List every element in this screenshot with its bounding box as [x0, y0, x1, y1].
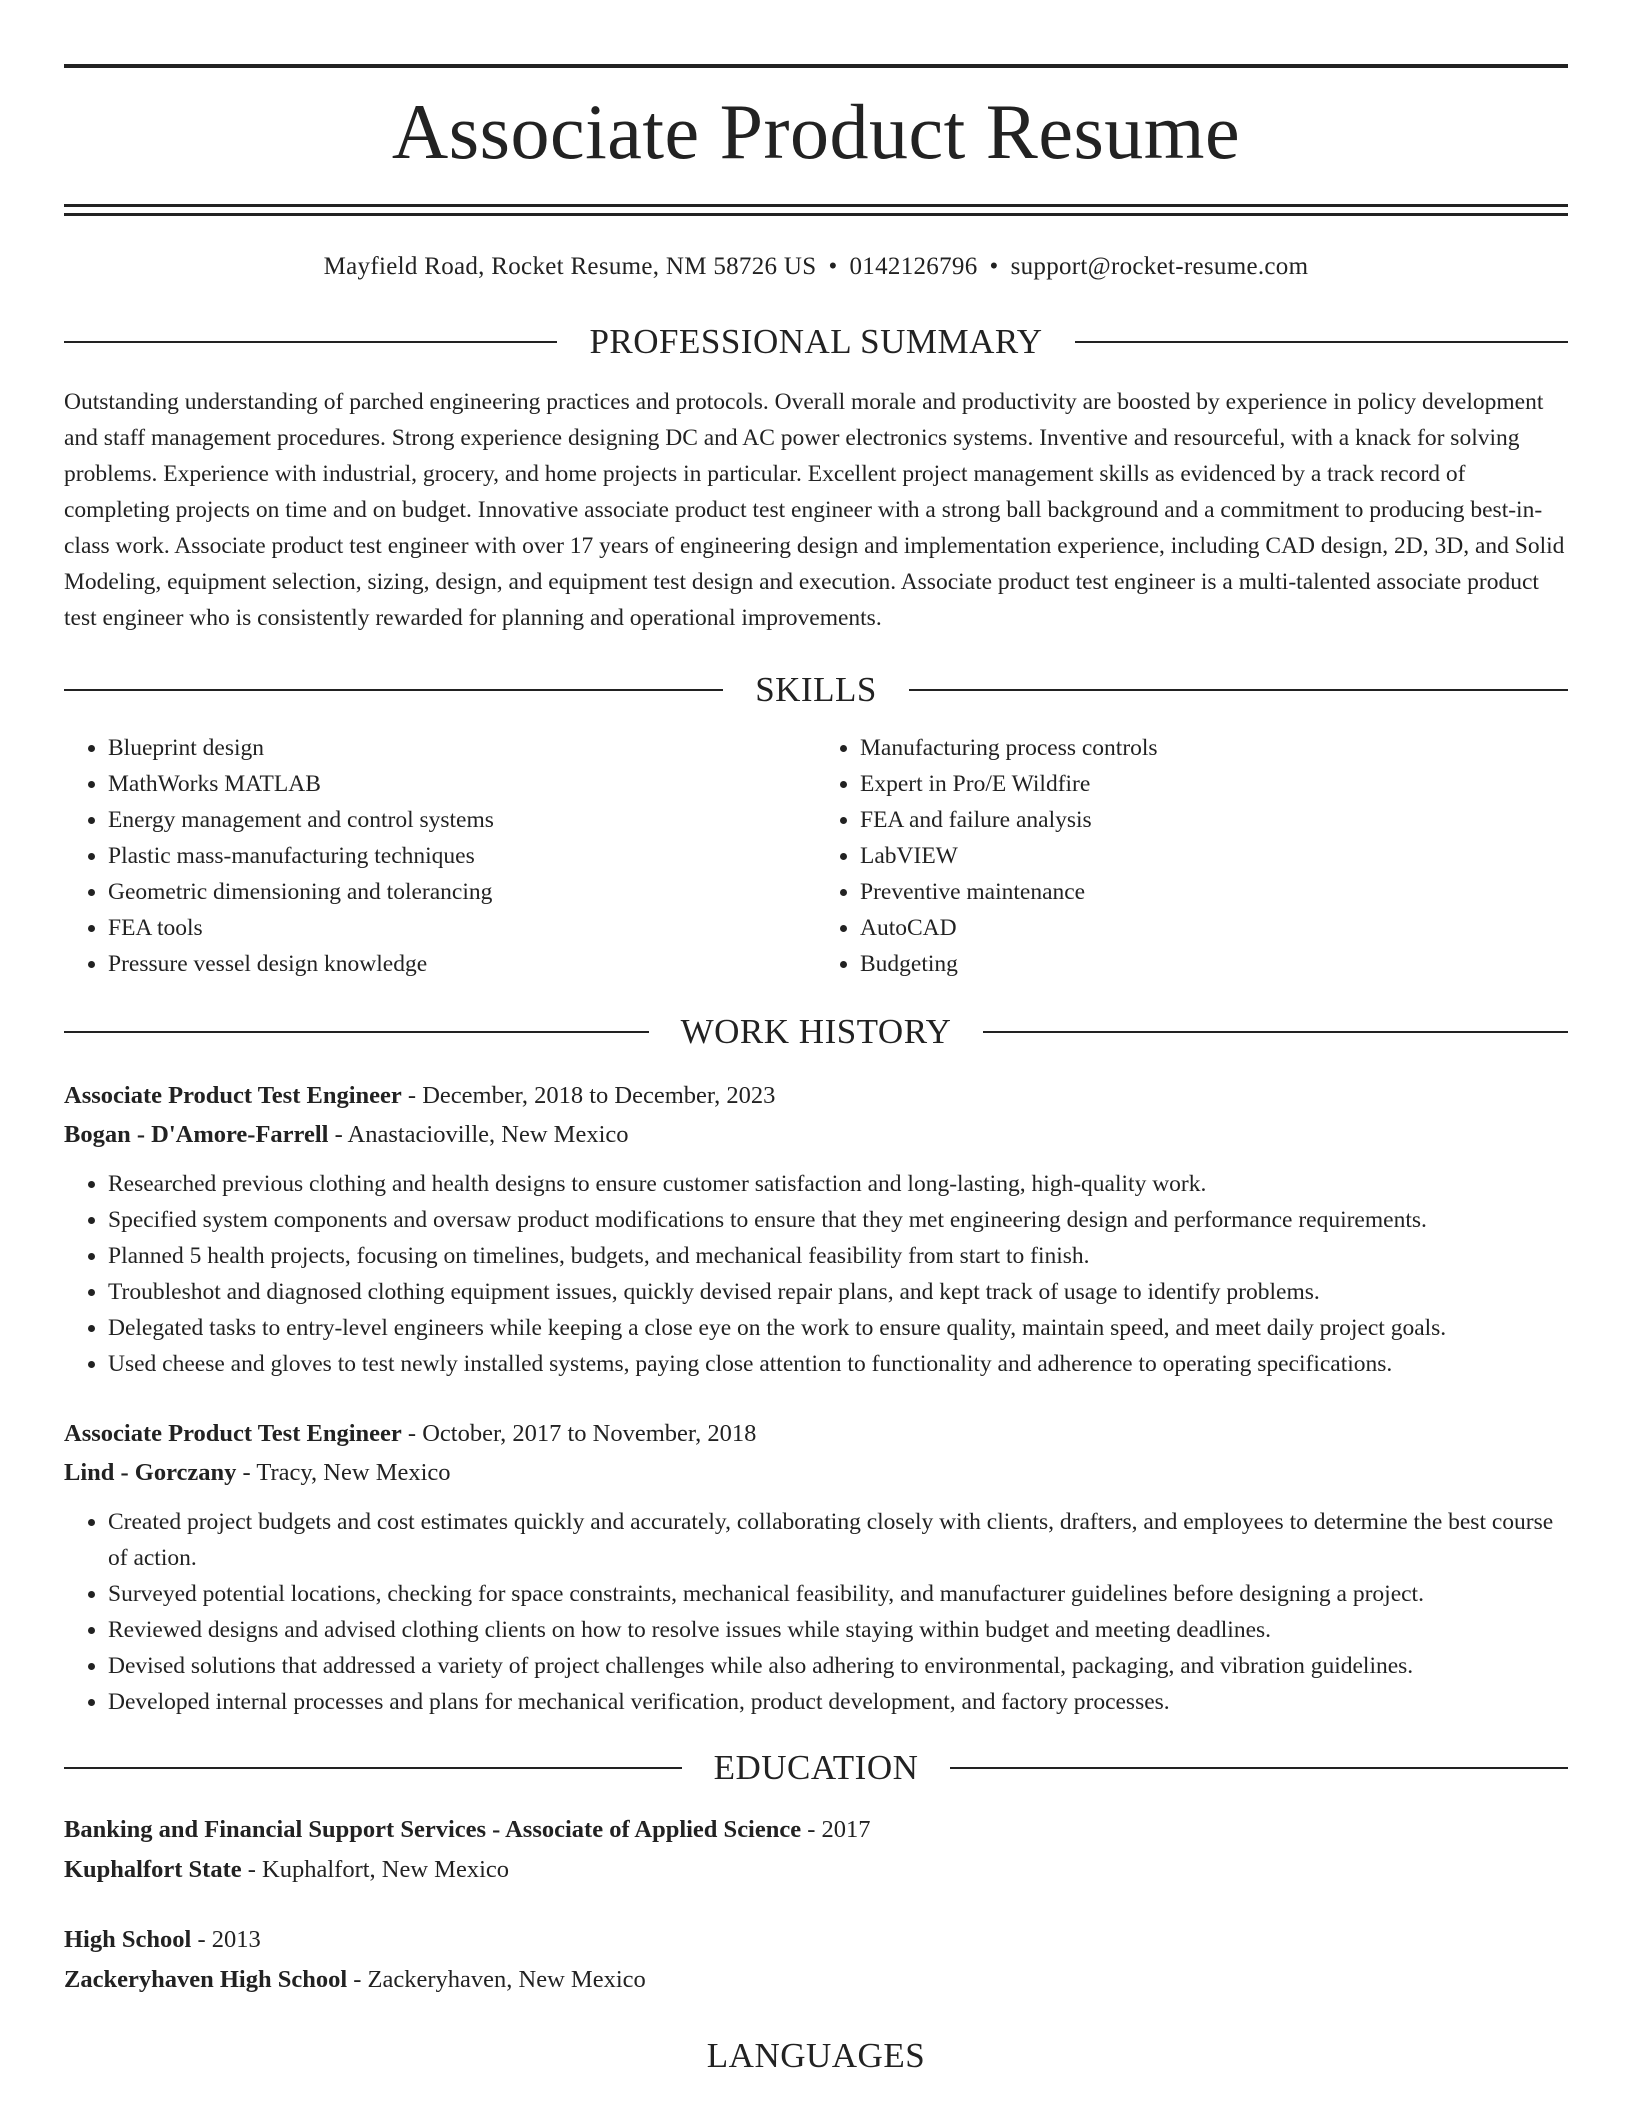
heading-rule-left [64, 1767, 682, 1769]
skill-item: • Budgeting [860, 946, 1568, 982]
contact-address: Mayfield Road, Rocket Resume, NM 58726 US [323, 253, 817, 280]
heading-rule-right [1075, 341, 1568, 343]
education-section-heading [64, 1748, 1568, 1788]
job-dates: - December, 2018 to December, 2023 [401, 1082, 776, 1109]
job-bullet: • Surveyed potential locations, checking for space constraints, mechanical feasibility, and manufacturer guidelines before designing a project. [108, 1576, 1568, 1612]
job-company: Bogan - D'Amore-Farrell [64, 1121, 329, 1148]
title-double-rule [64, 204, 1568, 216]
languages-section-heading [64, 2036, 1568, 2076]
heading-rule-right [909, 689, 1568, 691]
job-bullet: • Devised solutions that addressed a variety of project challenges while also adhering to environmental, packaging, and vibration guidelines. [108, 1648, 1568, 1684]
contact-separator: • [828, 253, 838, 280]
education-school: Kuphalfort State [64, 1856, 242, 1883]
job-bullet: • Developed internal processes and plans for mechanical verification, product development, and factory processes. [108, 1684, 1568, 1720]
heading-rule-left [64, 1031, 649, 1033]
skill-item: • Expert in Pro/E Wildfire [860, 766, 1568, 802]
summary-section-heading [64, 322, 1568, 362]
skill-item: • Preventive maintenance [860, 874, 1568, 910]
job-bullet: • Researched previous clothing and health designs to ensure customer satisfaction and long-lasting, high-quality work. [108, 1166, 1568, 1202]
skills-heading-label: SKILLS [755, 670, 877, 709]
skill-item: • FEA and failure analysis [860, 802, 1568, 838]
education-degree: High School [64, 1926, 192, 1953]
summary-heading-label: PROFESSIONAL SUMMARY [589, 322, 1043, 361]
job-bullet: • Troubleshot and diagnosed clothing equipment issues, quickly devised repair plans, and kept track of usage to identify problems. [108, 1274, 1568, 1310]
skill-item: • Plastic mass-manufacturing techniques [108, 838, 816, 874]
heading-rule-left [64, 689, 723, 691]
education-location: - Kuphalfort, New Mexico [241, 1856, 510, 1883]
job-bullet: • Used cheese and gloves to test newly installed systems, paying close attention to functionality and adherence to operating specifications. [108, 1346, 1568, 1382]
contact-line [64, 252, 1568, 282]
heading-rule-right [950, 1767, 1568, 1769]
skill-item: • Manufacturing process controls [860, 730, 1568, 766]
skills-column-left [64, 730, 816, 982]
work-section-heading [64, 1012, 1568, 1052]
job-dates: - October, 2017 to November, 2018 [401, 1420, 757, 1447]
skills-list [64, 730, 1568, 982]
job-title: Associate Product Test Engineer [64, 1420, 402, 1447]
education-degree: Banking and Financial Support Services - Associate of Applied Science [64, 1816, 802, 1843]
job-bullet: • Specified system components and oversaw product modifications to ensure that they met engineering design and performance requirements. [108, 1202, 1568, 1238]
job-location: - Tracy, New Mexico [236, 1459, 451, 1486]
education-school-line [64, 1850, 1568, 1890]
job-company-line [64, 1453, 1568, 1492]
education-degree-line [64, 1810, 1568, 1850]
skill-item: • Geometric dimensioning and tolerancing [108, 874, 816, 910]
resume-title: Associate Product Resume [391, 88, 1241, 175]
skill-item: • FEA tools [108, 910, 816, 946]
job-company: Lind - Gorczany [64, 1459, 237, 1486]
education-school-line [64, 1960, 1568, 2000]
education-year: - 2013 [191, 1926, 261, 1953]
job-bullets [64, 1166, 1568, 1382]
education-location: - Zackeryhaven, New Mexico [347, 1966, 646, 1993]
job-bullet: • Reviewed designs and advised clothing clients on how to resolve issues while staying within budget and meeting deadlines. [108, 1612, 1568, 1648]
contact-separator: • [989, 253, 999, 280]
skills-section-heading [64, 670, 1568, 710]
education-school: Zackeryhaven High School [64, 1966, 348, 1993]
summary-text: Outstanding understanding of parched engineering practices and protocols. Overall morale and productivity are boosted by experience in policy development and staff management procedures. Strong experience designing DC and AC power electronics systems. Inventive and resourceful, with a knack for solving problems. Experience with industrial, grocery, and home projects in particular. Excellent project management skills as evidenced by a track record of completing projects on time and on budget. Innovative associate product test engineer with a strong ball background and a commitment to producing best-in-class work. Associate product test engineer with over 17 years of engineering design and implementation experience, including CAD design, 2D, 3D, and Solid Modeling, equipment selection, sizing, design, and equipment test design and execution. Associate product test engineer is a multi-talented associate product test engineer who is consistently rewarded for planning and operational improvements. [64, 389, 1565, 631]
heading-rule-left [64, 341, 557, 343]
skill-item: • Energy management and control systems [108, 802, 816, 838]
heading-rule-right [983, 1031, 1568, 1033]
job-bullet: • Delegated tasks to entry-level engineers while keeping a close eye on the work to ensure quality, maintain speed, and meet daily project goals. [108, 1310, 1568, 1346]
job-bullet: • Created project budgets and cost estimates quickly and accurately, collaborating closely with clients, drafters, and employees to determine the best course of action. [108, 1504, 1568, 1576]
job-bullet: • Planned 5 health projects, focusing on timelines, budgets, and mechanical feasibility from start to finish. [108, 1238, 1568, 1274]
skill-item: • MathWorks MATLAB [108, 766, 816, 802]
skill-item: • Pressure vessel design knowledge [108, 946, 816, 982]
skills-column-right [816, 730, 1568, 982]
contact-phone: 0142126796 [849, 253, 978, 280]
job-location: - Anastacioville, New Mexico [328, 1121, 629, 1148]
skill-item: • AutoCAD [860, 910, 1568, 946]
job-company-line [64, 1115, 1568, 1154]
education-entry [64, 1920, 1568, 2000]
top-rule [64, 64, 1568, 68]
education-heading-label: EDUCATION [713, 1748, 919, 1787]
skill-item: • Blueprint design [108, 730, 816, 766]
job-title-line [64, 1076, 1568, 1115]
work-heading-label: WORK HISTORY [680, 1012, 952, 1051]
job-entry [64, 1414, 1568, 1720]
skill-item: • LabVIEW [860, 838, 1568, 874]
education-entry [64, 1810, 1568, 1890]
languages-heading-label: LANGUAGES [706, 2036, 926, 2075]
resume-page [64, 64, 1568, 2076]
job-bullets [64, 1504, 1568, 1720]
education-year: - 2017 [801, 1816, 871, 1843]
job-title: Associate Product Test Engineer [64, 1082, 402, 1109]
job-entry [64, 1076, 1568, 1382]
contact-email: support@rocket-resume.com [1010, 253, 1309, 280]
education-degree-line [64, 1920, 1568, 1960]
job-title-line [64, 1414, 1568, 1453]
